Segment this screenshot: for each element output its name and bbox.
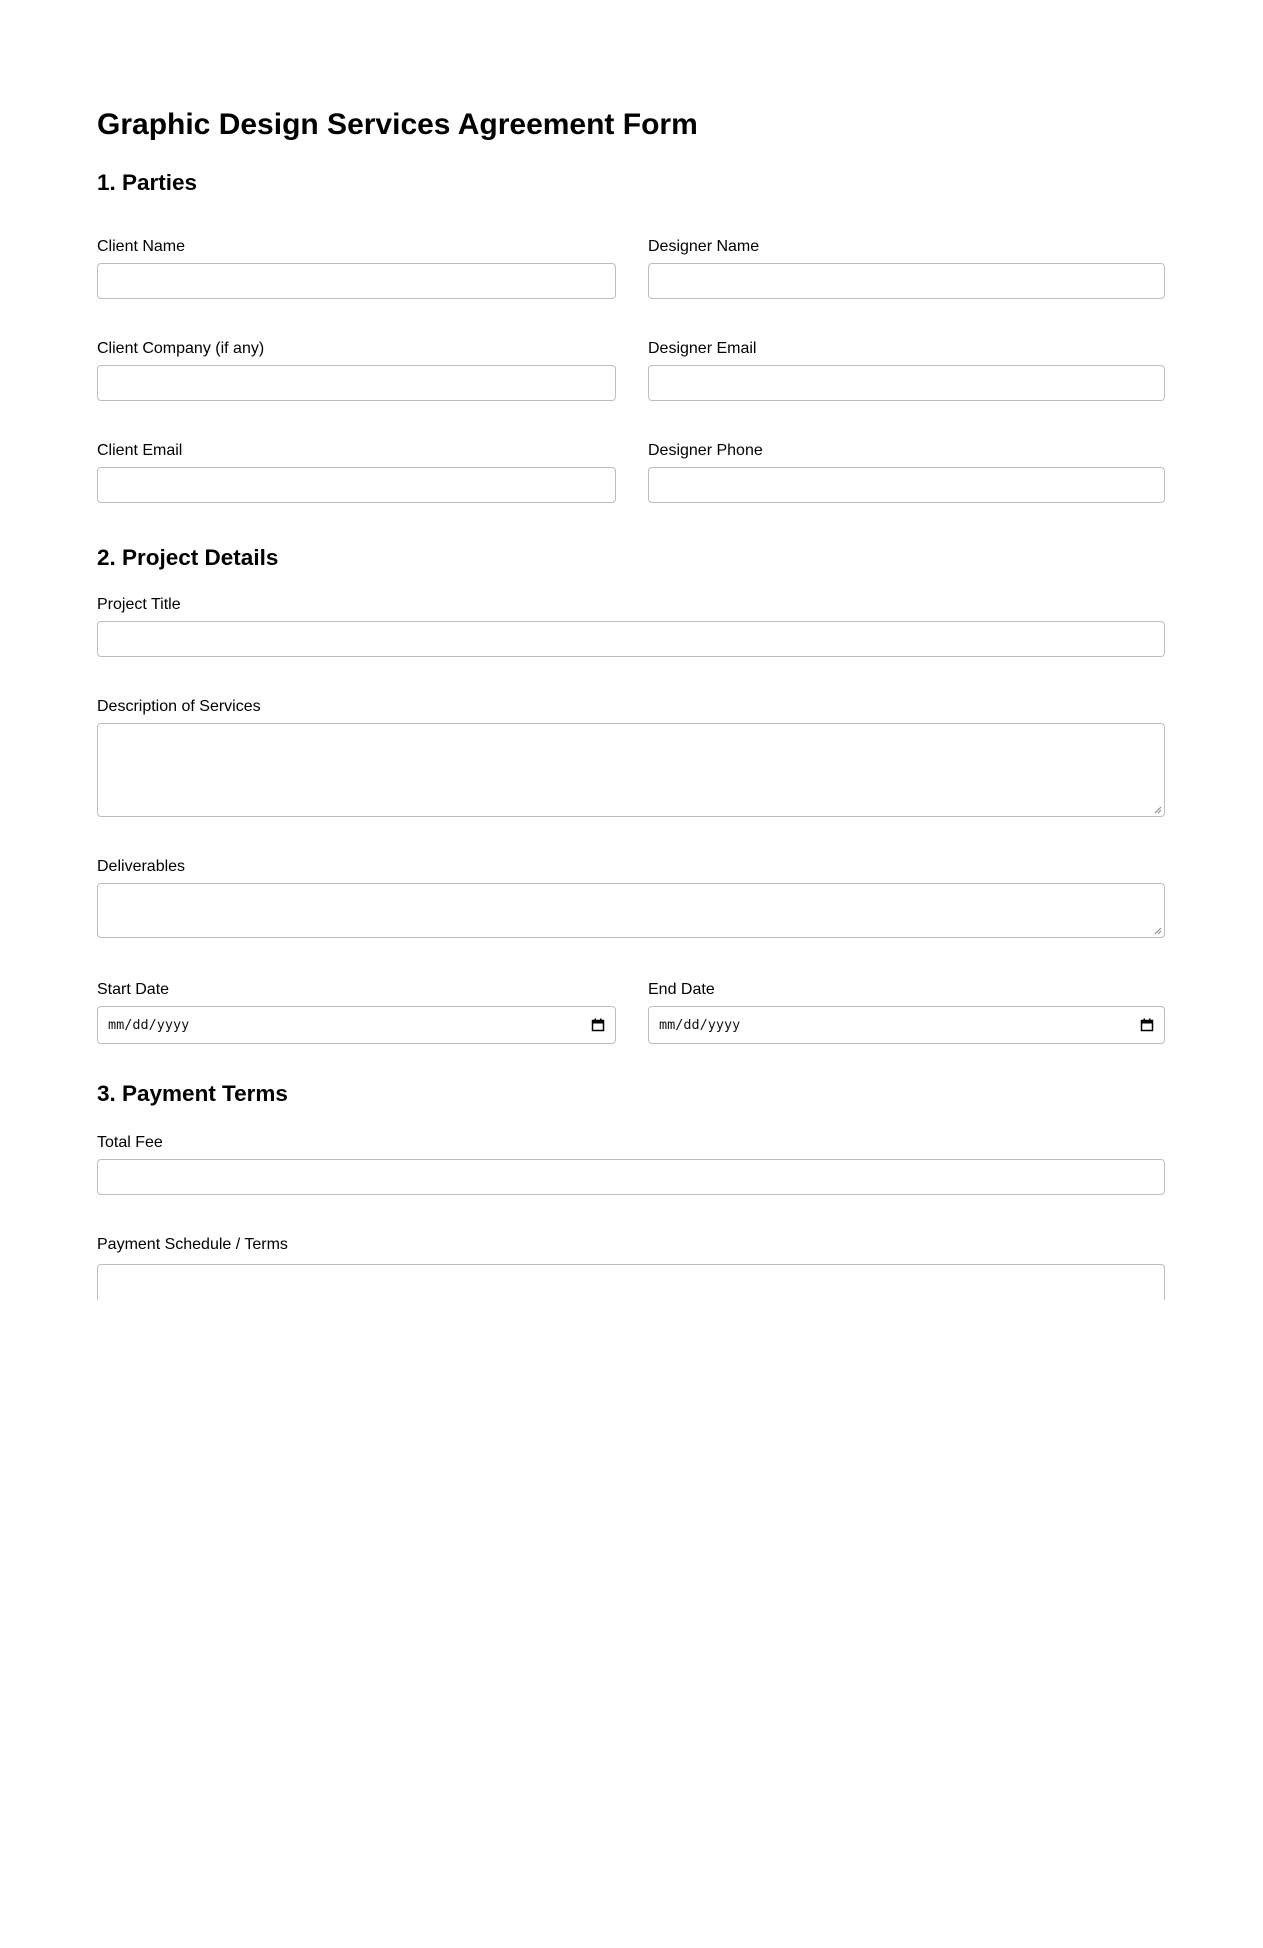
client-email-label: Client Email [97,442,183,459]
client-email-input[interactable] [97,467,616,503]
end-date-label: End Date [648,981,715,998]
start-date-placeholder: mm/dd/yyyy [108,1017,190,1033]
section-heading-project-details: 2. Project Details [97,545,279,570]
section-heading-payment-terms: 3. Payment Terms [97,1081,288,1106]
calendar-icon[interactable] [591,1018,605,1032]
payment-schedule-label: Payment Schedule / Terms [97,1236,288,1253]
resize-handle-icon[interactable] [1154,806,1162,814]
agreement-form [97,0,1165,1300]
resize-handle-icon[interactable] [1154,927,1162,935]
designer-email-label: Designer Email [648,340,757,357]
designer-email-input[interactable] [648,365,1165,401]
page-title: Graphic Design Services Agreement Form [97,108,698,141]
designer-name-label: Designer Name [648,238,760,255]
section-heading-parties: 1. Parties [97,170,198,195]
client-name-label: Client Name [97,238,186,255]
end-date-placeholder: mm/dd/yyyy [659,1017,741,1033]
project-title-label: Project Title [97,596,181,613]
designer-phone-input[interactable] [648,467,1165,503]
deliverables-label: Deliverables [97,858,186,875]
start-date-label: Start Date [97,981,170,998]
designer-phone-label: Designer Phone [648,442,763,459]
client-company-input[interactable] [97,365,616,401]
deliverables-textarea[interactable] [97,883,1165,938]
designer-name-input[interactable] [648,263,1165,299]
description-label: Description of Services [97,698,261,715]
end-date-input[interactable] [648,1006,1165,1044]
client-name-input[interactable] [97,263,616,299]
calendar-icon[interactable] [1140,1018,1154,1032]
total-fee-label: Total Fee [97,1134,163,1151]
description-textarea[interactable] [97,723,1165,817]
project-title-input[interactable] [97,621,1165,657]
start-date-input[interactable] [97,1006,616,1044]
total-fee-input[interactable] [97,1159,1165,1195]
payment-schedule-textarea[interactable] [97,1264,1165,1300]
client-company-label: Client Company (if any) [97,340,265,357]
